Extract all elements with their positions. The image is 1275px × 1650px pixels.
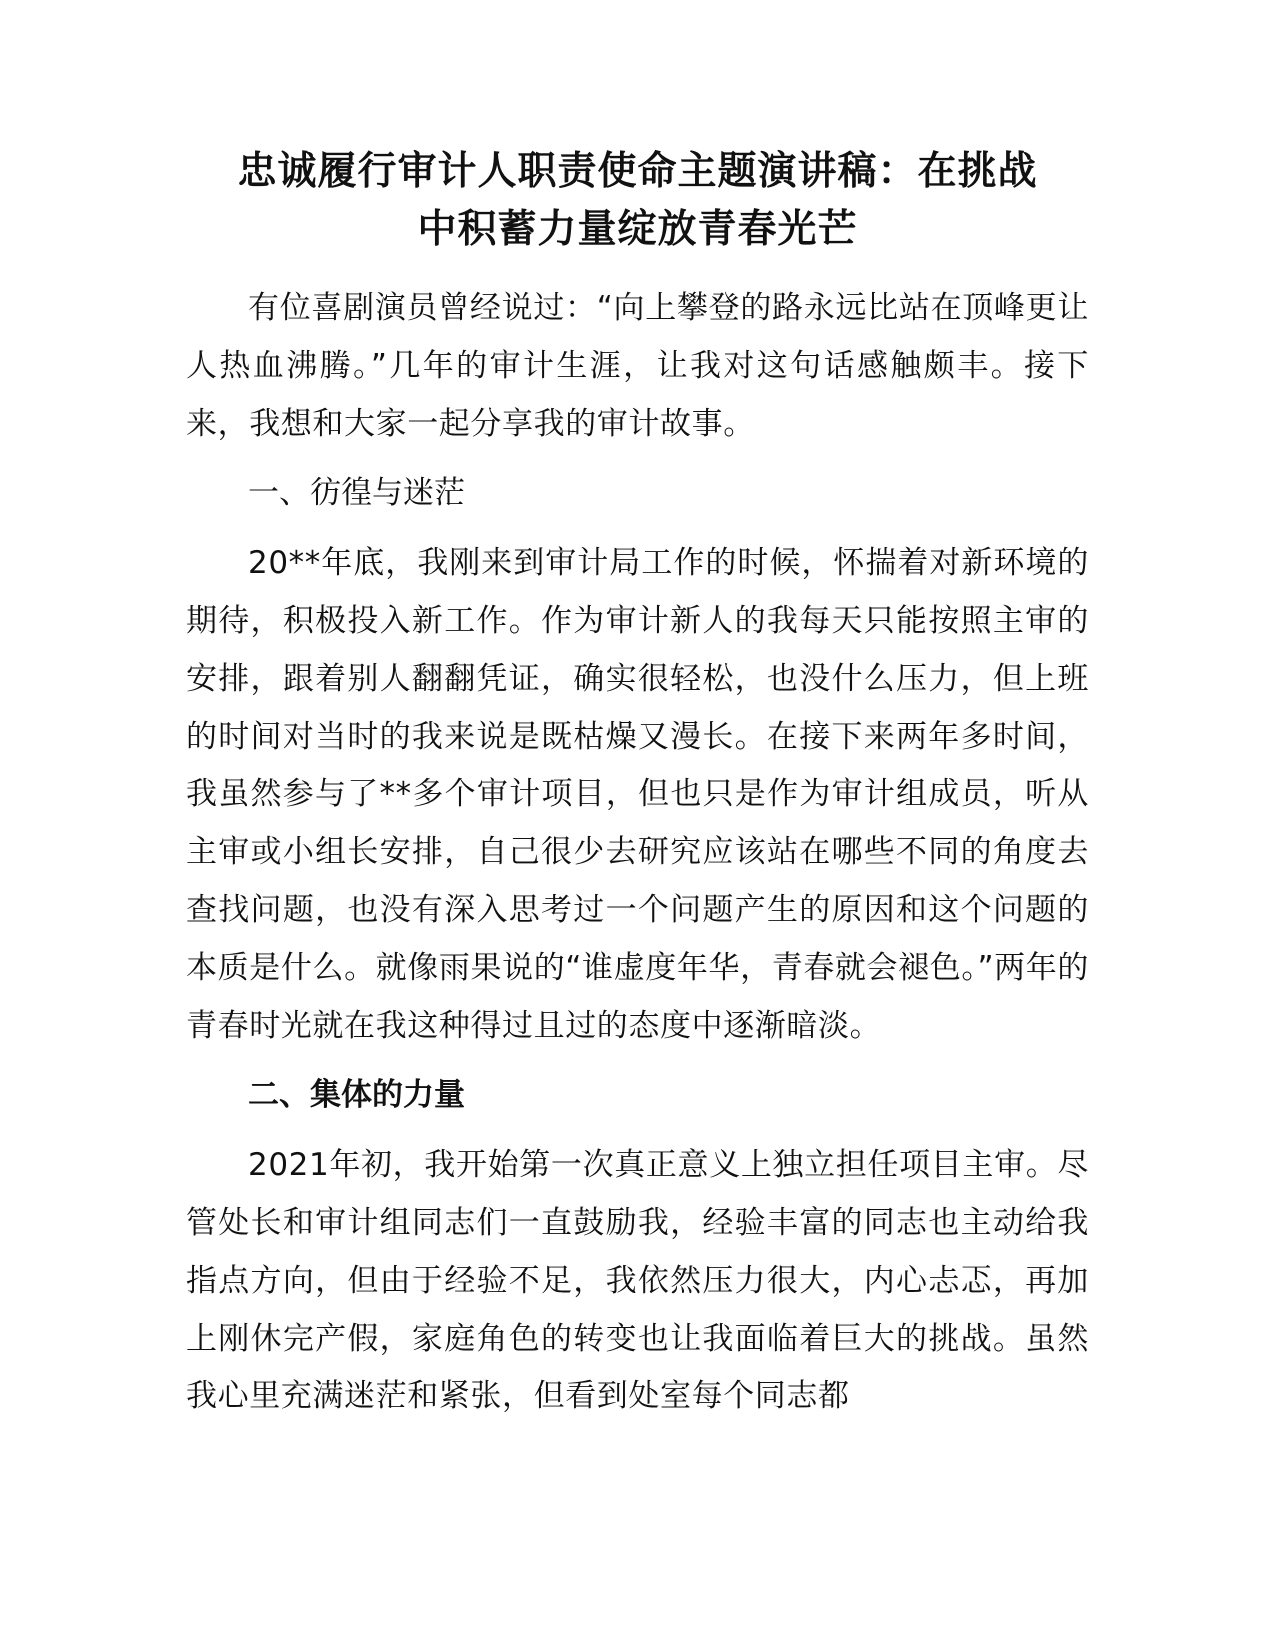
- title-line-2: 中积蓄力量绽放青春光芒: [417, 207, 858, 252]
- title-line-1: 忠诚履行审计人职责使命主题演讲稿：在挑战: [237, 149, 1038, 194]
- section-1-paragraph: 20**年底，我刚来到审计局工作的时候，怀揣着对新环境的期待，积极投入新工作。作为审计新人的我每天只能按照主审的安排，跟着别人翻翻凭证，确实很轻松，也没什么压力，但上班的时间对当时的我来说是既枯燥又漫长。在接下来两年多时间，我虽然参与了**多个审计项目，但也只是作为审计组成员，听从主审或小组长安排，自己很少去研究应该站在哪些不同的角度去查找问题，也没有深入思考过一个问题产生的原因和这个问题的本质是什么。就像雨果说的“谁虚度年华，青春就会褪色。”两年的青春时光就在我这种得过且过的态度中逐渐暗淡。: [186, 545, 1089, 1044]
- document-title: [160, 143, 1115, 259]
- intro-paragraph: 有位喜剧演员曾经说过：“向上攀登的路永远比站在顶峰更让人热血沸腾。”几年的审计生涯，让我对这句话感触颇丰。接下来，我想和大家一起分享我的审计故事。: [186, 290, 1089, 442]
- section-heading-2: 二、集体的力量: [248, 1077, 465, 1114]
- section-2-paragraph: 2021年初，我开始第一次真正意义上独立担任项目主审。尽管处长和审计组同志们一直鼓励我，经验丰富的同志也主动给我指点方向，但由于经验不足，我依然压力很大，内心忐忑，再加上刚休完产假，家庭角色的转变也让我面临着巨大的挑战。虽然我心里充满迷茫和紧张，但看到处室每个同志都: [186, 1147, 1089, 1415]
- section-heading-1: 一、彷徨与迷茫: [248, 475, 465, 512]
- document-body: [186, 280, 1089, 1426]
